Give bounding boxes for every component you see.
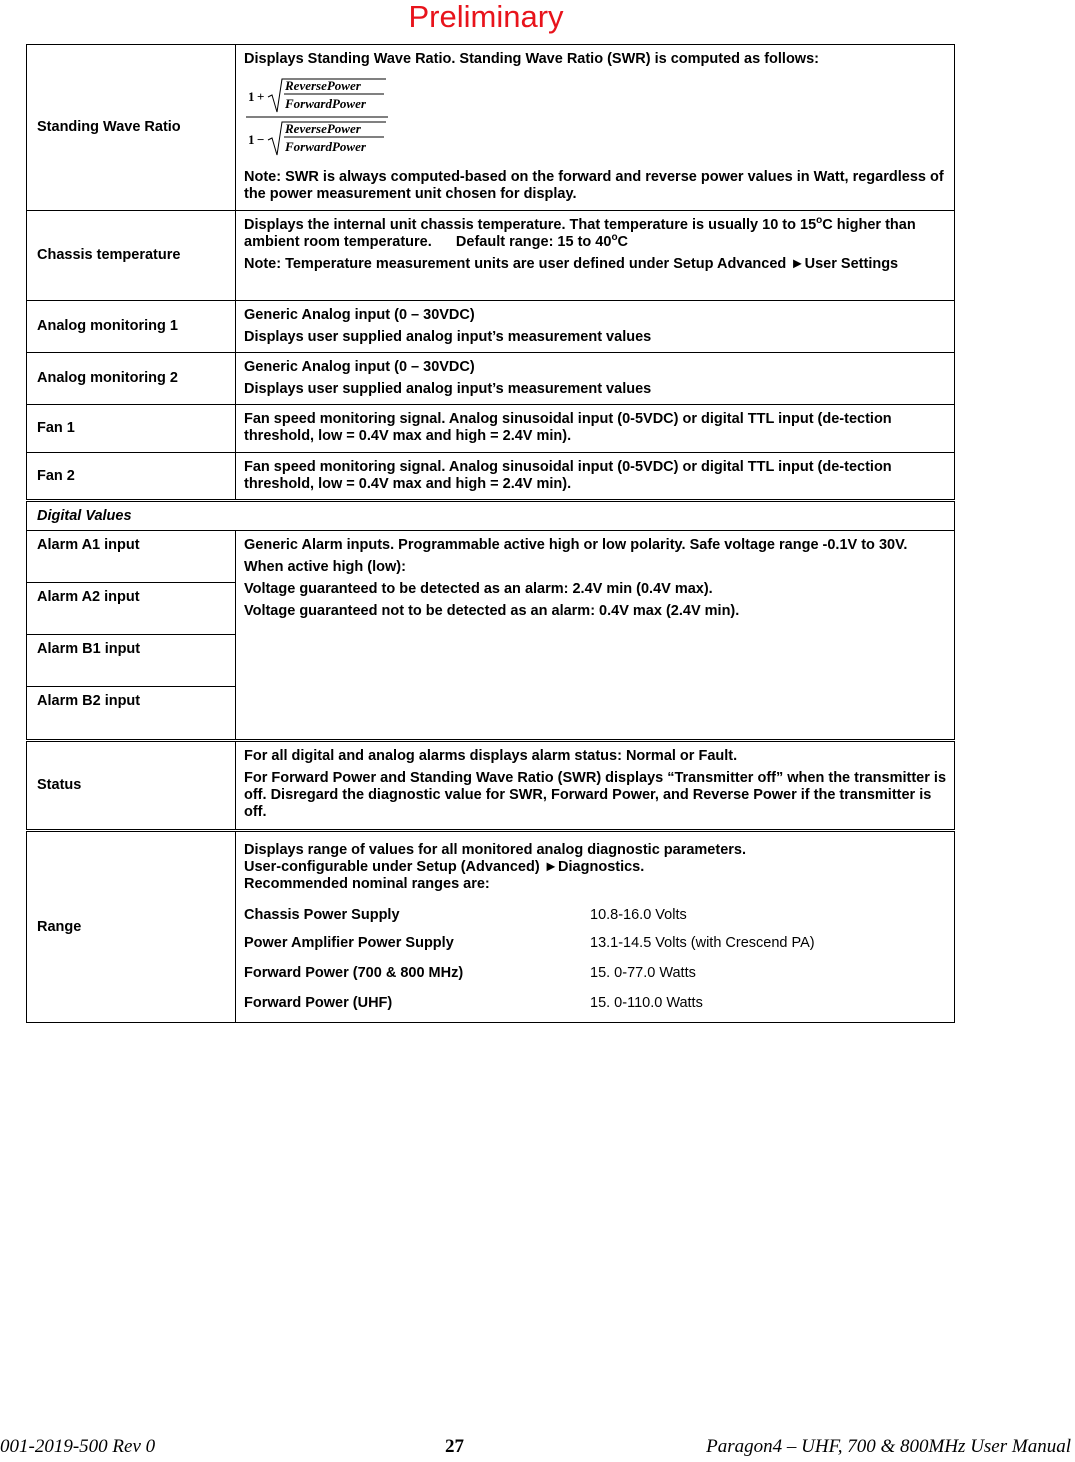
range-intro-1: Displays range of values for all monitored analog diagnostic parameters.: [244, 842, 746, 858]
row-desc-range: [236, 831, 955, 1023]
row-desc-status: [236, 741, 955, 831]
row-desc-analog-1: [236, 301, 955, 353]
formula-one-bottom: 1: [248, 132, 255, 147]
alarm-desc-1: Generic Alarm inputs. Programmable active high or low polarity. Safe voltage range -0.1V to 30V.: [244, 537, 908, 553]
row-label-analog-1: Analog monitoring 1: [27, 301, 236, 353]
row-label-alarm-b1: Alarm B1 input: [27, 635, 236, 687]
swr-formula: [246, 73, 946, 159]
section-digital-values: Digital Values: [27, 501, 955, 531]
row-label-fan-2: Fan 2: [27, 453, 236, 501]
formula-forward-top: ForwardPower: [285, 96, 366, 111]
row-desc-fan-2: Fan speed monitoring signal. Analog sinusoidal input (0-5VDC) or digital TTL input (de-tection threshold, low = 0.4V max and high = 2.4V min).: [236, 453, 955, 501]
table-row: [27, 831, 955, 1023]
row-desc-fan-1: Fan speed monitoring signal. Analog sinusoidal input (0-5VDC) or digital TTL input (de-tection threshold, low = 0.4V max and high = 2.4V min).: [236, 405, 955, 453]
row-desc-swr: [236, 45, 955, 211]
chassis-temp-note: Note: Temperature measurement units are user defined under Setup Advanced ►User Settings: [244, 256, 899, 272]
formula-reverse-bottom: ReversePower: [285, 121, 361, 136]
status-line-1: For all digital and analog alarms displays alarm status: Normal or Fault.: [244, 748, 738, 764]
analog-2-line-1: Generic Analog input (0 – 30VDC): [244, 359, 475, 375]
row-label-swr: Standing Wave Ratio: [27, 45, 236, 211]
chassis-temp-description: Displays the internal unit chassis temperature. That temperature is usually 10 to 15$^o$C higher than ambient room temperature. Default range: 15 to 40$^o$C: [244, 215, 916, 250]
alarm-desc-2: When active high (low):: [244, 559, 406, 575]
range-intro-2: User-configurable under Setup (Advanced) ►Diagnostics.: [244, 859, 645, 875]
row-desc-analog-2: [236, 353, 955, 405]
row-desc-alarm-inputs: [236, 531, 955, 741]
footer-page-number: 27: [445, 1436, 464, 1457]
range-item: Power Amplifier Power Supply 13.1-14.5 Volts (with Crescend PA): [244, 935, 815, 951]
diagnostics-table: [26, 44, 955, 1023]
row-label-alarm-b2: Alarm B2 input: [27, 687, 236, 741]
analog-1-line-2: Displays user supplied analog input’s measurement values: [244, 329, 652, 345]
row-label-analog-2: Analog monitoring 2: [27, 353, 236, 405]
table-row: [27, 45, 955, 211]
swr-note: Note: SWR is always computed-based on the forward and reverse power values in Watt, regardless of the power measurement unit chosen for display.: [244, 169, 944, 202]
table-row: [27, 741, 955, 831]
table-row: [27, 211, 955, 301]
formula-forward-bottom: ForwardPower: [285, 139, 366, 154]
formula-plus: +: [257, 89, 265, 104]
table-row: [27, 501, 955, 531]
status-line-2: For Forward Power and Standing Wave Ratio (SWR) displays “Transmitter off” when the transmitter is off. Disregard the diagnostic value for SWR, Forward Power, and Reverse Power if the transmitter is off.: [244, 770, 947, 820]
footer-manual-title: Paragon4 – UHF, 700 & 800MHz User Manual: [706, 1436, 1071, 1457]
analog-2-line-2: Displays user supplied analog input’s measurement values: [244, 381, 652, 397]
table-row: [27, 453, 955, 501]
table-row: [27, 531, 955, 583]
row-label-status: Status: [27, 741, 236, 831]
table-row: [27, 301, 955, 353]
analog-1-line-1: Generic Analog input (0 – 30VDC): [244, 307, 475, 323]
row-label-fan-1: Fan 1: [27, 405, 236, 453]
row-desc-chassis-temp: [236, 211, 955, 301]
table-row: [27, 405, 955, 453]
row-label-alarm-a2: Alarm A2 input: [27, 583, 236, 635]
formula-minus: −: [257, 132, 265, 147]
alarm-desc-3: Voltage guaranteed to be detected as an alarm: 2.4V min (0.4V max).: [244, 581, 713, 597]
alarm-desc-4: Voltage guaranteed not to be detected as an alarm: 0.4V max (2.4V min).: [244, 603, 740, 619]
range-item: Forward Power (UHF) 15. 0-110.0 Watts: [244, 995, 703, 1011]
row-label-chassis-temp: Chassis temperature: [27, 211, 236, 301]
footer-doc-number: 001-2019-500 Rev 0: [0, 1436, 156, 1457]
range-item: Forward Power (700 & 800 MHz) 15. 0-77.0 Watts: [244, 965, 696, 981]
row-label-range: Range: [27, 831, 236, 1023]
preliminary-watermark: Preliminary: [408, 0, 564, 34]
page-footer: [0, 1436, 1075, 1462]
formula-reverse-top: ReversePower: [285, 78, 361, 93]
table-row: [27, 353, 955, 405]
range-intro-3: Recommended nominal ranges are:: [244, 876, 490, 892]
formula-one-top: 1: [248, 89, 255, 104]
swr-description: Displays Standing Wave Ratio. Standing Wave Ratio (SWR) is computed as follows:: [244, 51, 819, 67]
row-label-alarm-a1: Alarm A1 input: [27, 531, 236, 583]
range-item: Chassis Power Supply 10.8-16.0 Volts: [244, 907, 687, 923]
